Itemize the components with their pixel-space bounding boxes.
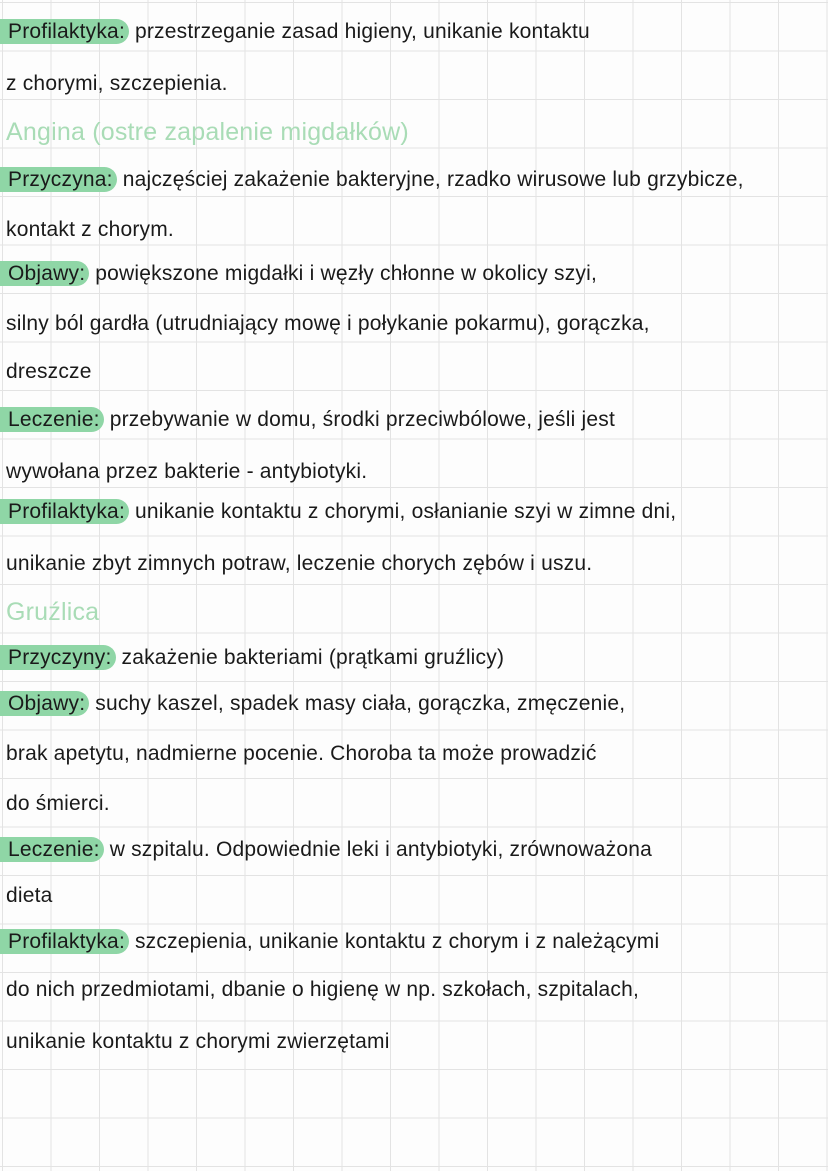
note-line: [6, 742, 826, 766]
line-text: w szpitalu. Odpowiednie leki i antybiotyki, zrównoważona: [109, 838, 653, 861]
note-line: [6, 500, 826, 524]
section-heading: [6, 598, 826, 627]
highlighted-label: Leczenie:: [0, 407, 104, 432]
line-text: przebywanie w domu, środki przeciwbólowe, jeśli jest: [109, 408, 615, 431]
line-text: unikanie zbyt zimnych potraw, leczenie chorych zębów i uszu.: [6, 552, 593, 575]
note-line: [6, 168, 826, 192]
note-line: [6, 884, 826, 908]
note-line: [6, 838, 826, 862]
line-text: przestrzeganie zasad higieny, unikanie kontaktu: [134, 20, 590, 43]
line-text: dreszcze: [6, 360, 92, 383]
note-line: [6, 692, 826, 716]
heading-text: Angina (ostre zapalenie migdałków): [6, 118, 409, 146]
note-line: [6, 460, 826, 484]
line-text: wywołana przez bakterie - antybiotyki.: [6, 460, 368, 483]
highlighted-label: Objawy:: [0, 261, 89, 286]
note-line: [6, 1030, 826, 1054]
line-text: kontakt z chorym.: [6, 218, 174, 241]
line-text: unikanie kontaktu z chorymi, osłanianie szyi w zimne dni,: [134, 500, 677, 523]
highlighted-label: Profilaktyka:: [0, 19, 129, 44]
line-text: suchy kaszel, spadek masy ciała, gorączka, zmęczenie,: [95, 692, 626, 715]
note-line: [6, 20, 826, 44]
heading-text: Gruźlica: [6, 598, 100, 626]
note-line: [6, 792, 826, 816]
line-text: silny ból gardła (utrudniający mowę i połykanie pokarmu), gorączka,: [6, 312, 650, 335]
note-line: [6, 360, 826, 384]
line-text: szczepienia, unikanie kontaktu z chorym i z należącymi: [134, 930, 660, 953]
line-text: dieta: [6, 884, 53, 907]
note-line: [6, 72, 826, 96]
note-line: [6, 312, 826, 336]
line-text: z chorymi, szczepienia.: [6, 72, 228, 95]
line-text: do nich przedmiotami, dbanie o higienę w np. szkołach, szpitalach,: [6, 978, 640, 1001]
line-text: unikanie kontaktu z chorymi zwierzętami: [6, 1030, 390, 1053]
note-line: [6, 218, 826, 242]
line-text: brak apetytu, nadmierne pocenie. Choroba ta może prowadzić: [6, 742, 597, 765]
note-line: [6, 262, 826, 286]
highlighted-label: Przyczyny:: [0, 645, 116, 670]
note-line: [6, 552, 826, 576]
highlighted-label: Profilaktyka:: [0, 499, 129, 524]
note-line: [6, 408, 826, 432]
note-line: [6, 646, 826, 670]
line-text: zakażenie bakteriami (prątkami gruźlicy): [121, 646, 505, 669]
highlighted-label: Profilaktyka:: [0, 929, 129, 954]
section-heading: [6, 118, 826, 147]
note-line: [6, 930, 826, 954]
line-text: najczęściej zakażenie bakteryjne, rzadko wirusowe lub grzybicze,: [122, 168, 744, 191]
highlighted-label: Leczenie:: [0, 837, 104, 862]
highlighted-label: Przyczyna:: [0, 167, 117, 192]
note-line: [6, 978, 826, 1002]
line-text: powiększone migdałki i węzły chłonne w okolicy szyi,: [95, 262, 598, 285]
highlighted-label: Objawy:: [0, 691, 89, 716]
line-text: do śmierci.: [6, 792, 110, 815]
